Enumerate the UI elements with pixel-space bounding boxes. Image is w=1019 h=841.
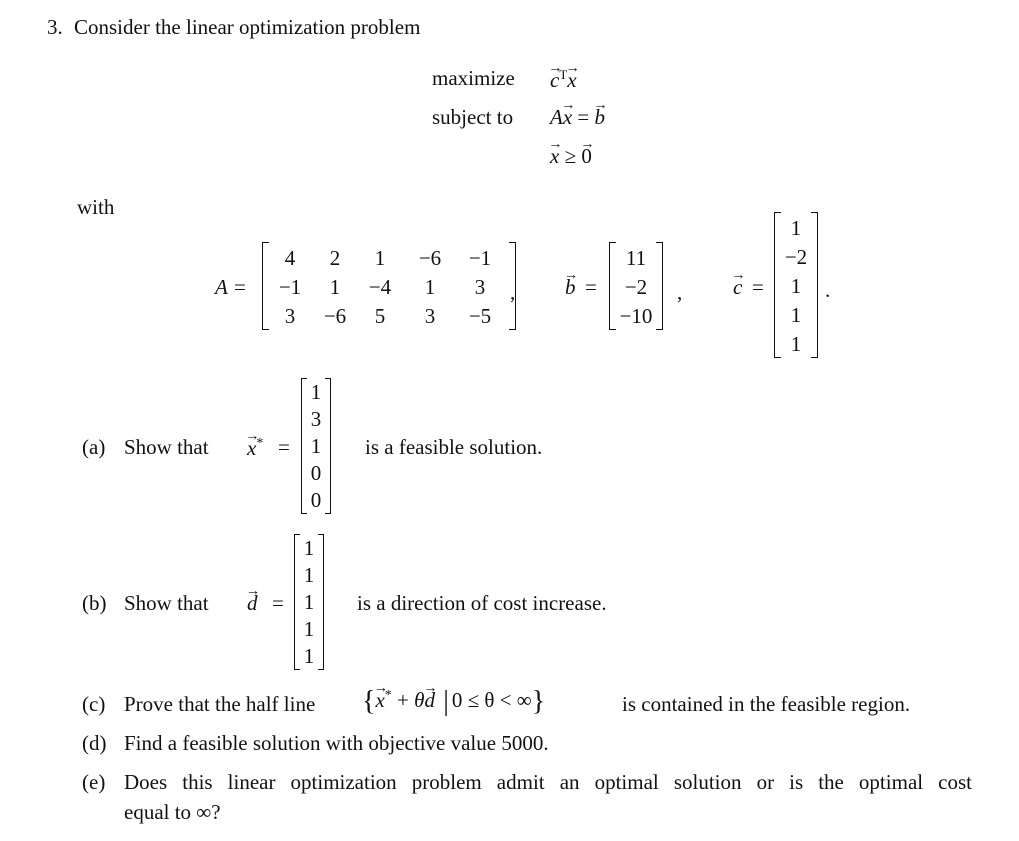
problem-intro: Consider the linear optimization problem xyxy=(74,15,421,39)
equality-constraint xyxy=(550,107,605,128)
part-a-equals: = xyxy=(278,435,290,459)
constraint-equals: = xyxy=(572,105,595,129)
vector-d-entry: 1 xyxy=(303,536,315,560)
problem-number: 3. xyxy=(47,15,63,39)
matrix-A-equals: = xyxy=(234,275,246,299)
part-a-xstar xyxy=(247,437,263,459)
part-b-equals: = xyxy=(272,591,284,615)
part-c-text: Prove that the half line xyxy=(124,692,316,716)
set-close-brace: } xyxy=(531,686,546,717)
matrix-A-label: A xyxy=(215,275,228,299)
matrix-A-left-bracket xyxy=(262,242,269,330)
matrix-A-cell: −6 xyxy=(323,304,347,328)
vector-b-comma: , xyxy=(677,280,683,304)
matrix-A-cell: −1 xyxy=(468,246,492,270)
vector-c-entry: 1 xyxy=(790,332,802,356)
matrix-A-cell: 1 xyxy=(424,275,436,299)
matrix-A-cell: 4 xyxy=(284,246,296,270)
part-c-suffix: is contained in the feasible region. xyxy=(622,692,911,716)
matrix-A-cell: −4 xyxy=(368,275,392,299)
matrix-A-cell: −5 xyxy=(468,304,492,328)
set-open-brace: { xyxy=(362,686,376,717)
matrix-A-cell: 3 xyxy=(284,304,296,328)
vector-d-entry: 1 xyxy=(303,644,315,668)
nonneg-x-vector: → x xyxy=(550,146,559,167)
constraint-b-vector: → b xyxy=(595,107,606,128)
part-a-suffix: is a feasible solution. xyxy=(365,435,543,459)
vector-c-entry: 1 xyxy=(790,303,802,327)
part-e-label: (e) xyxy=(82,770,106,794)
objective-x-vector: → x xyxy=(567,70,576,91)
matrix-A-cell: −6 xyxy=(418,246,442,270)
vector-b-entry: 11 xyxy=(625,246,647,270)
matrix-A xyxy=(262,242,516,330)
part-d-text: Find a feasible solution with objective value 5000. xyxy=(124,731,549,755)
with-label: with xyxy=(77,195,115,219)
objective-c-vector: → c xyxy=(550,70,559,91)
vector-d-entry: 1 xyxy=(303,563,315,587)
vector-c-entry: 1 xyxy=(790,216,802,240)
constraint-x-vector: → x xyxy=(563,107,572,128)
zero-vector: → 0 xyxy=(581,146,592,167)
vector-c-entry: 1 xyxy=(790,274,802,298)
matrix-A-cell: 3 xyxy=(474,275,486,299)
part-a-x-vector: → x xyxy=(247,438,256,459)
vector-x-star-entry: 1 xyxy=(310,380,322,404)
set-d-vector: → d xyxy=(424,690,435,711)
vector-x-star xyxy=(301,378,331,514)
vector-c-period: . xyxy=(825,278,831,302)
matrix-A-cell: 1 xyxy=(329,275,341,299)
vector-b-label: → b xyxy=(565,277,576,298)
vector-b-entry: −2 xyxy=(624,275,648,299)
maximize-label: maximize xyxy=(432,66,515,90)
part-e-line2: equal to ∞? xyxy=(124,800,221,824)
vector-d-entry: 1 xyxy=(303,617,315,641)
part-b-d-wrap xyxy=(247,593,258,614)
vector-b-label-wrap xyxy=(565,277,576,298)
half-line-set xyxy=(362,688,545,716)
matrix-A-cell: 3 xyxy=(424,304,436,328)
part-d-label: (d) xyxy=(82,731,107,755)
transpose-symbol: T xyxy=(559,67,568,82)
vector-x-star-entry: 3 xyxy=(310,407,322,431)
vector-c-entry: −2 xyxy=(784,245,808,269)
vector-x-star-entry: 0 xyxy=(310,488,322,512)
part-a-star: * xyxy=(256,436,264,451)
part-a-text: Show that xyxy=(124,435,209,459)
vector-c-label: → c xyxy=(733,277,742,298)
part-b-suffix: is a direction of cost increase. xyxy=(357,591,607,615)
part-b-d-vector: → d xyxy=(247,593,258,614)
part-c-label: (c) xyxy=(82,692,106,716)
set-star: * xyxy=(384,688,392,703)
set-bar: | xyxy=(443,686,449,717)
objective-expression xyxy=(550,68,577,91)
constraint-matrix-A: A xyxy=(550,105,563,129)
vector-b-equals: = xyxy=(585,275,597,299)
matrix-A-cell: 5 xyxy=(374,304,386,328)
problem-heading xyxy=(47,17,420,38)
vector-d xyxy=(294,534,324,670)
part-b-text: Show that xyxy=(124,591,209,615)
matrix-A-cell: 1 xyxy=(374,246,386,270)
matrix-A-comma: , xyxy=(510,280,516,304)
vector-x-star-entry: 0 xyxy=(310,461,322,485)
vector-c-equals: = xyxy=(752,275,764,299)
set-condition: 0 ≤ θ < ∞ xyxy=(451,688,532,712)
nonneg-geq: ≥ xyxy=(559,144,582,168)
part-b-label: (b) xyxy=(82,591,107,615)
set-theta: θ xyxy=(414,688,425,712)
vector-b xyxy=(609,242,663,330)
set-x-vector: → x xyxy=(375,690,384,711)
subject-to-label: subject to xyxy=(432,105,514,129)
matrix-A-cell: −1 xyxy=(278,275,302,299)
vector-d-entry: 1 xyxy=(303,590,315,614)
vector-b-entry: −10 xyxy=(619,304,653,328)
vector-x-star-entry: 1 xyxy=(310,434,322,458)
vector-c xyxy=(774,212,818,358)
nonnegativity-constraint xyxy=(550,146,592,167)
matrix-A-cell: 2 xyxy=(329,246,341,270)
part-a-label: (a) xyxy=(82,435,106,459)
part-e-line1: Does this linear optimization problem admit an optimal solution or is the optimal cost xyxy=(124,770,972,794)
set-plus: + xyxy=(391,688,415,712)
vector-c-label-wrap xyxy=(733,277,742,298)
